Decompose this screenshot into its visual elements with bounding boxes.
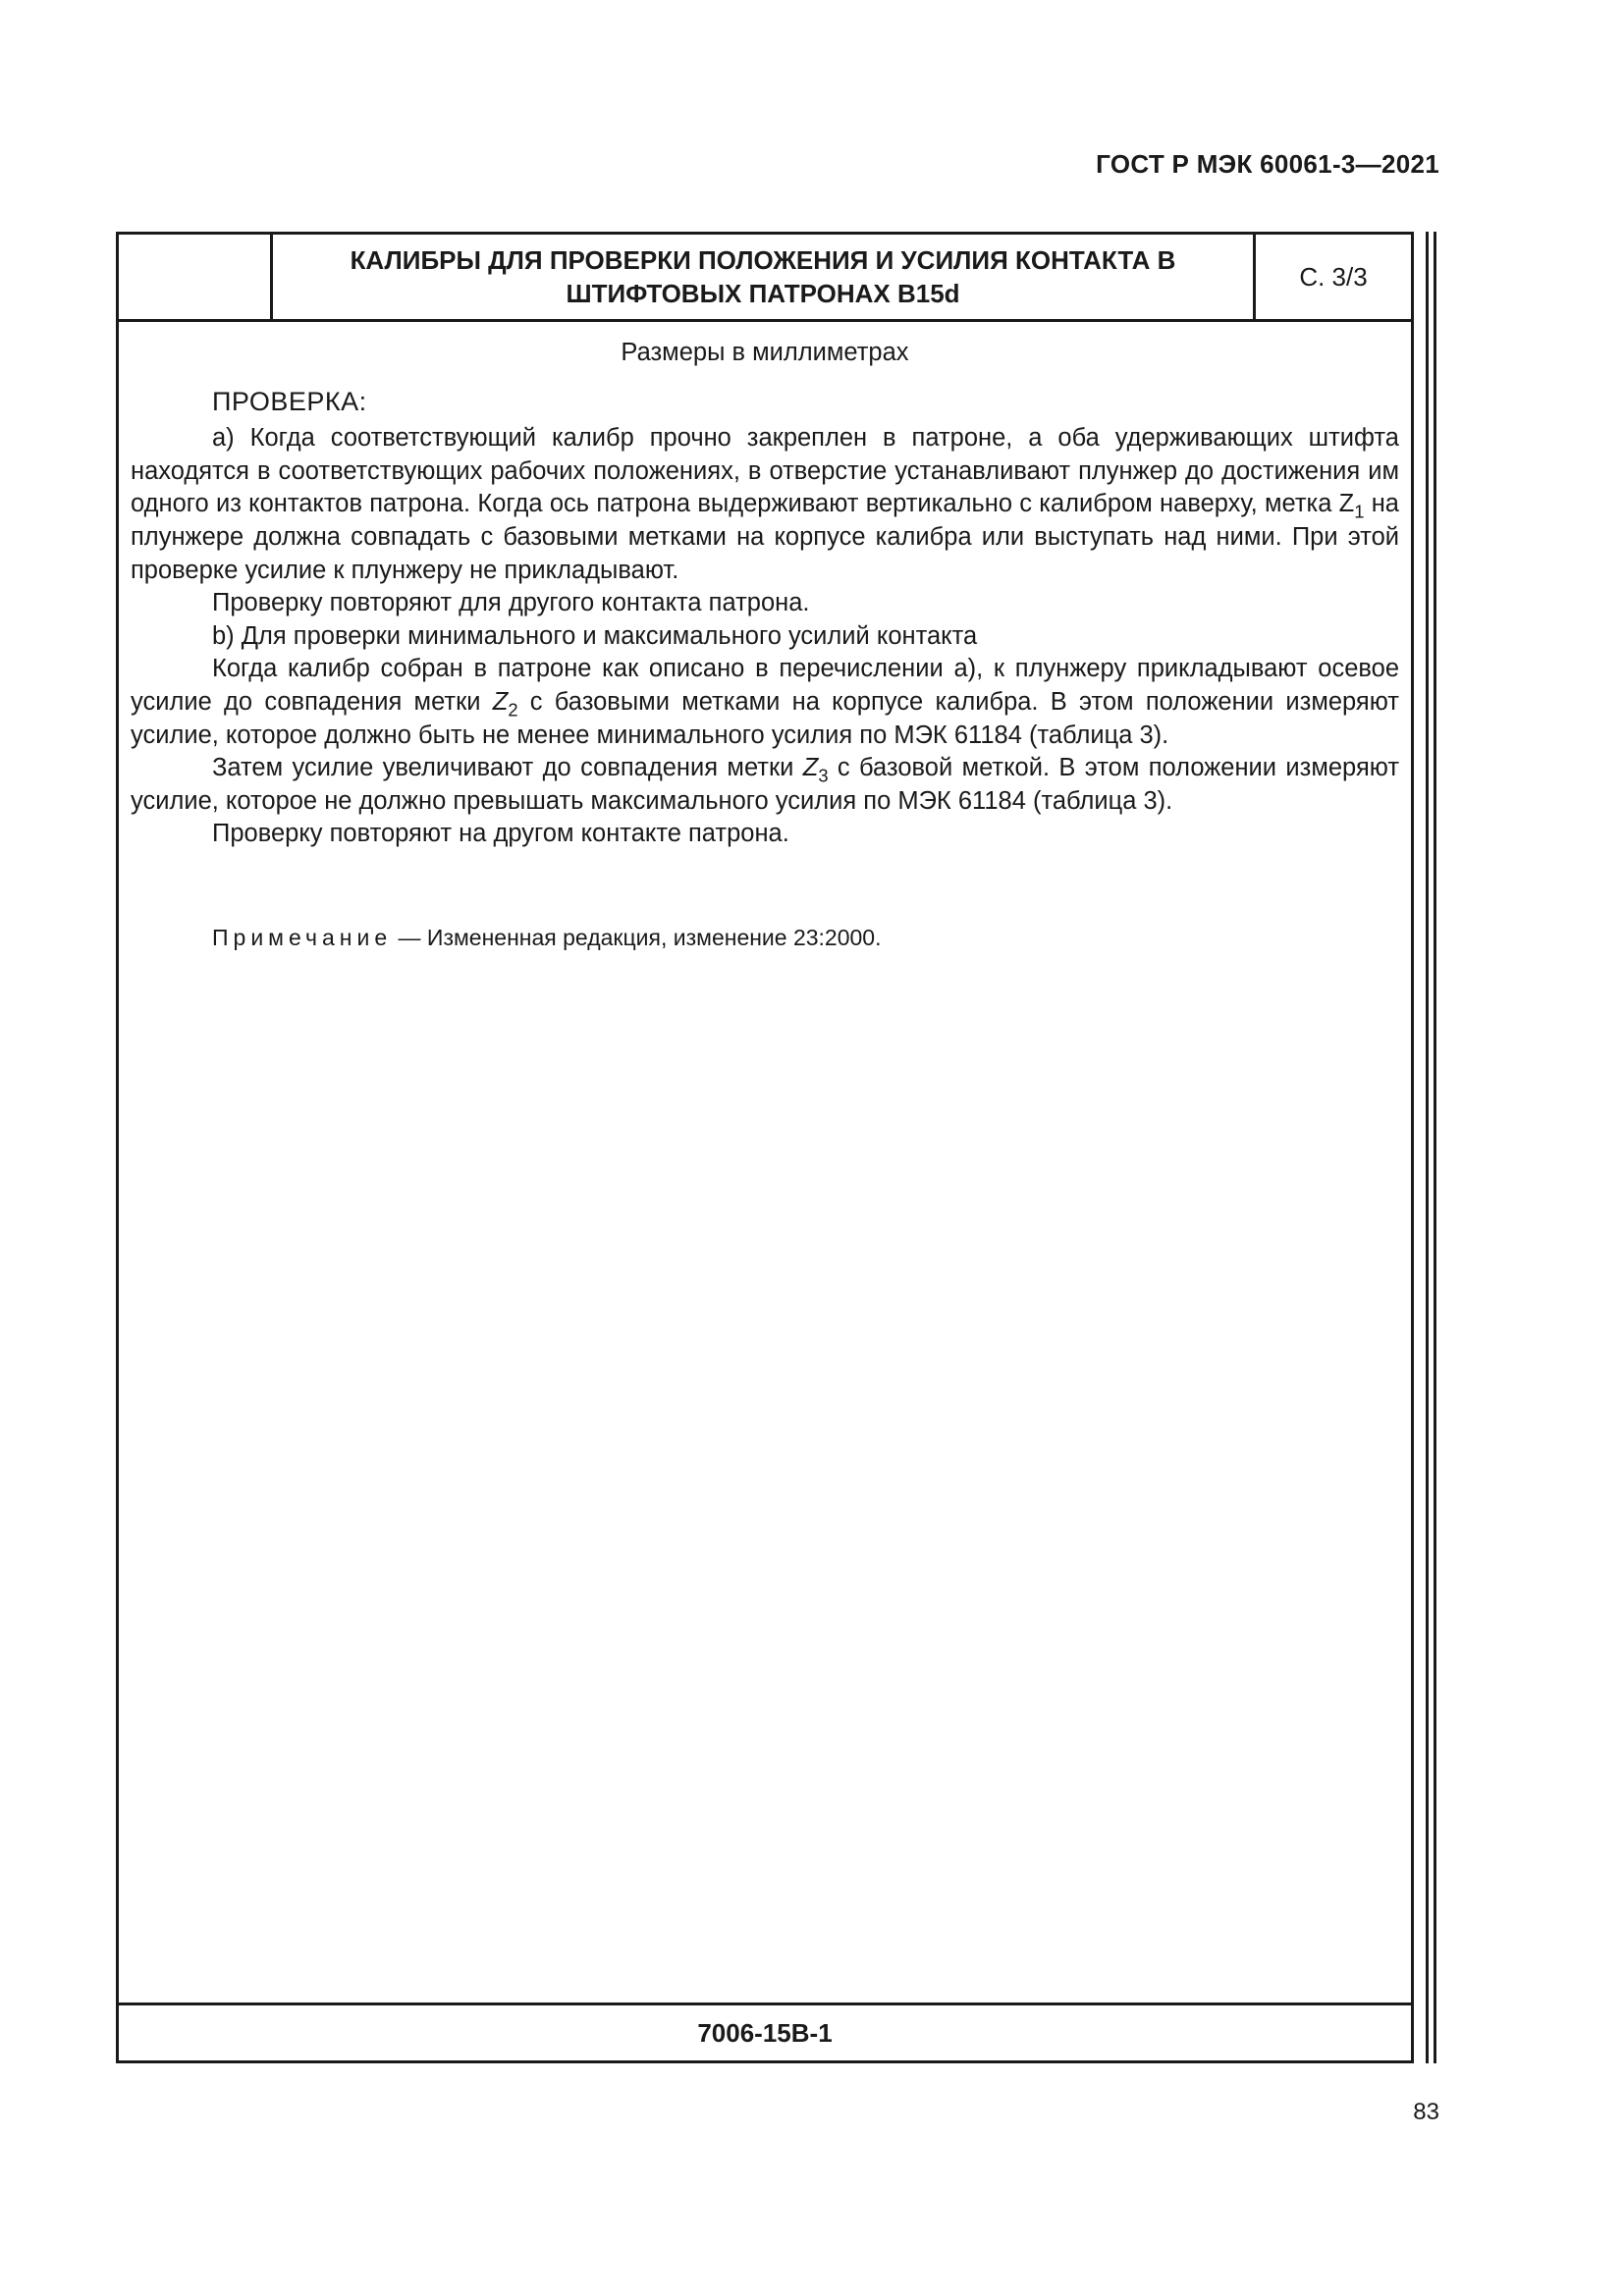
sheet-header — [119, 235, 1411, 322]
paragraph-b: b) Для проверки минимального и максимального усилий контакта — [212, 621, 978, 650]
section-heading: ПРОВЕРКА: — [212, 386, 367, 416]
sheet-footer-code: 7006-15В-1 — [119, 2002, 1411, 2060]
header-empty-cell — [119, 235, 273, 319]
sheet-title: КАЛИБРЫ ДЛЯ ПРОВЕРКИ ПОЛОЖЕНИЯ И УСИЛИЯ КОНТАКТА В ШТИФТОВЫХ ПАТРОНАХ В15d — [273, 235, 1256, 319]
frame-edge-line — [1426, 232, 1429, 2063]
sheet-number: С. 3/3 — [1299, 261, 1368, 292]
paragraph-repeat-other: Проверку повторяют на другом контакте патрона. — [212, 820, 789, 848]
frame-edge-line — [1434, 232, 1436, 2063]
gauge-sheet-frame — [116, 232, 1414, 2063]
note — [131, 922, 1399, 955]
note-label: Примечание — [212, 924, 393, 950]
units-note: Размеры в миллиметрах — [621, 339, 909, 366]
document-code: ГОСТ Р МЭК 60061-3—2021 — [1096, 149, 1439, 179]
paragraph-repeat: Проверку повторяют для другого контакта патрона. — [212, 589, 810, 617]
note-text: — Измененная редакция, изменение 23:2000. — [392, 924, 882, 950]
paragraph-a: а) Когда соответствующий калибр прочно закреплен в патроне, а оба удерживающих штифта находятся в соответствующих рабочих положениях, в отверстие устанавливают плунжер до достижения им одного из контактов патрона. Когда ось патрона выдерживают вертикально с калибром наверху, метка $Z_1$ на плунжере должна совпадать с базовыми метками на корпусе калибра или выступать над ними. При этой проверке усилие к плунжеру не прикладывают. — [131, 424, 1399, 584]
page-number: 83 — [1413, 2099, 1439, 2125]
paragraph-max-force: Затем усилие увеличивают до совпадения метки $Z_3$ с базовой меткой. В этом положении измеряют усилие, которое не должно превышать максимального усилия по МЭК 61184 (таблица 3). — [131, 754, 1399, 815]
sheet-content — [131, 337, 1399, 955]
paragraph-min-force: Когда калибр собран в патроне как описано в перечислении а), к плунжеру прикладывают осевое усилие до совпадения метки $Z_2$ с базовыми метками на корпусе калибра. В этом положении измеряют усилие, которое должно быть не менее минимального усилия по МЭК 61184 (таблица 3). — [131, 655, 1399, 749]
